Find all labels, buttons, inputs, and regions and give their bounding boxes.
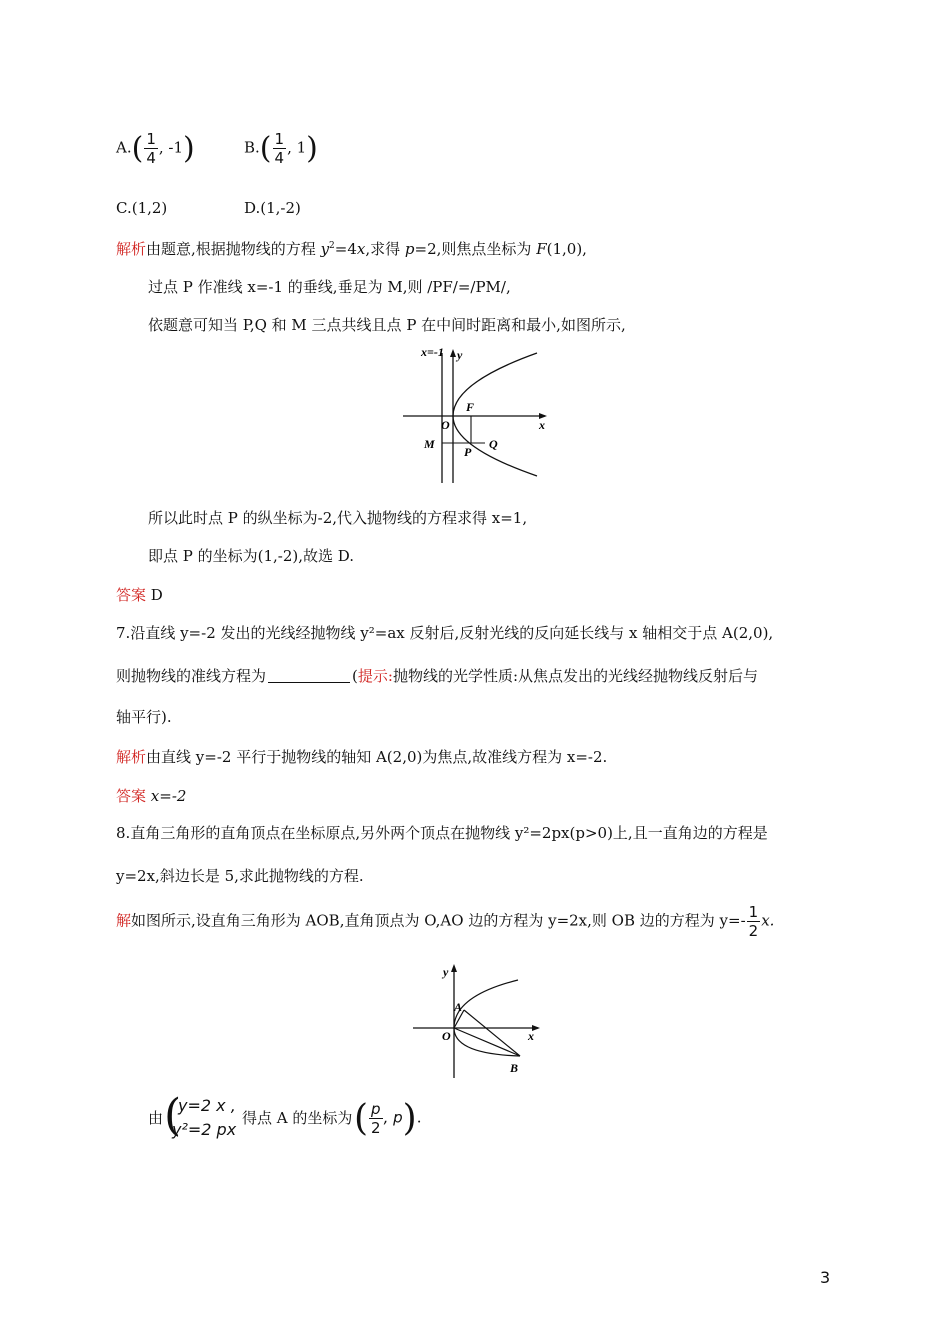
q6-solution-line3: 依题意可知当 P,Q 和 M 三点共线且点 P 在中间时距离和最小,如图所示, bbox=[148, 316, 626, 334]
q7-line3: 轴平行). bbox=[116, 708, 172, 726]
label-f: F bbox=[466, 400, 475, 414]
system-eq1: y=2 x , bbox=[178, 1096, 236, 1115]
parabola-figure-2 bbox=[408, 958, 548, 1080]
answer-blank[interactable] bbox=[268, 682, 350, 683]
option-d: D.(1,-2) bbox=[244, 199, 301, 217]
hint-tag: 提示: bbox=[357, 667, 393, 685]
q8-line1: 8.直角三角形的直角顶点在坐标原点,另外两个顶点在抛物线 y²=2px(p>0)上,且一直角边的方程是 bbox=[116, 824, 768, 842]
q6-solution-line1: 解析由题意,根据抛物线的方程 $y^2=4x$,求得 p=2,则焦点坐标为 F(1,0), bbox=[116, 240, 587, 258]
option-b: B.( $\frac{1}{4}$ , 1) bbox=[244, 130, 318, 167]
answer-tag: 答案 bbox=[116, 586, 147, 604]
q6-solution-line5: 即点 P 的坐标为(1,-2),故选 D. bbox=[148, 547, 355, 565]
q7-solution: 解析由直线 y=-2 平行于抛物线的轴知 A(2,0)为焦点,故准线方程为 x=-2. bbox=[116, 748, 608, 766]
q7-line1: 7.沿直线 y=-2 发出的光线经抛物线 y²=ax 反射后,反射光线的反向延长线与 x 轴相交于点 A(2,0), bbox=[116, 624, 774, 642]
q7-line2: 则抛物线的准线方程为 (提示:抛物线的光学性质:从焦点发出的光线经抛物线反射后与 bbox=[116, 667, 758, 685]
parabola-figure-1 bbox=[395, 343, 555, 488]
page-number: 3 bbox=[820, 1268, 831, 1287]
q8-solution-line1: 解如图所示,设直角三角形为 AOB,直角顶点为 O,AO 边的方程为 y=2x,则 OB 边的方程为 y=- $\frac{1}{2}$ x. bbox=[116, 903, 775, 940]
label-m: M bbox=[424, 437, 435, 451]
solution-tag: 解析 bbox=[116, 748, 147, 766]
label-p: P bbox=[464, 445, 472, 459]
label-y: y bbox=[443, 965, 449, 979]
left-brace: ( bbox=[164, 1090, 182, 1141]
parabola-curve bbox=[454, 980, 520, 1056]
q6-solution-line2: 过点 P 作准线 x=-1 的垂线,垂足为 M,则 /PF/=/PM/, bbox=[148, 278, 511, 296]
system-eq2: y²=2 px bbox=[172, 1120, 237, 1139]
coord-a: ( $\frac{p}{2}$ , p). bbox=[354, 1098, 422, 1139]
label-x: x bbox=[539, 418, 545, 432]
option-a: A.( $\frac{1}{4}$ , -1) bbox=[116, 130, 195, 167]
segment-ob bbox=[454, 1028, 520, 1056]
solution-tag: 解 bbox=[116, 911, 132, 930]
q6-answer: 答案 D bbox=[116, 586, 163, 604]
label-b: B bbox=[510, 1061, 519, 1075]
label-o: O bbox=[442, 1029, 451, 1043]
label-x: x bbox=[528, 1029, 534, 1043]
label-y: y bbox=[457, 348, 463, 362]
q7-answer: 答案 x=-2 bbox=[116, 787, 187, 805]
label-a: A bbox=[454, 1000, 463, 1014]
label-directrix: x=-1 bbox=[421, 345, 444, 359]
label-q: Q bbox=[489, 437, 498, 451]
y-axis-arrow bbox=[451, 964, 457, 972]
q6-solution-line4: 所以此时点 P 的纵坐标为-2,代入抛物线的方程求得 x=1, bbox=[148, 509, 528, 527]
label-o: O bbox=[441, 418, 450, 432]
y-axis-arrow bbox=[450, 349, 456, 357]
q8-line2: y=2x,斜边长是 5,求此抛物线的方程. bbox=[116, 867, 364, 885]
option-c: C.(1,2) bbox=[116, 199, 168, 217]
solution-tag: 解析 bbox=[116, 240, 147, 258]
answer-tag: 答案 bbox=[116, 787, 147, 805]
